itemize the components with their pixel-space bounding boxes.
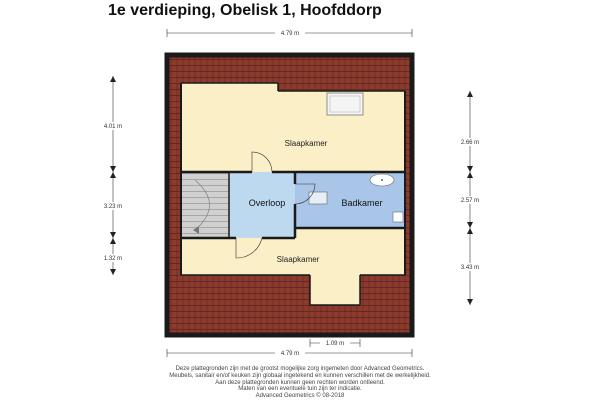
disclaimer-line: Advanced Geometrics © 08-2018 [255, 393, 345, 400]
dim-top-width: 4.79 m [280, 31, 300, 37]
landing-label: Overloop [248, 198, 286, 208]
bath-cabinet [309, 192, 327, 204]
toilet [393, 212, 403, 222]
bedroom-top-label: Slaapkamer [284, 139, 328, 148]
bedroom-top-floor [181, 83, 405, 172]
dim-right-lower: 3.43 m [460, 265, 480, 271]
dim-right-middle: 2.57 m [460, 198, 480, 204]
skylight [327, 93, 363, 115]
dim-right-upper: 2.66 m [460, 140, 480, 146]
dim-left-upper: 4.01 m [103, 124, 123, 130]
dim-bottom-width: 4.79 m [280, 351, 300, 357]
dim-left-lower: 1.32 m [103, 256, 123, 262]
bedroom-bottom-label: Slaapkamer [276, 255, 320, 264]
disclaimer [80, 366, 520, 400]
page-title: 1e verdieping, Obelisk 1, Hoofddorp [108, 2, 382, 19]
disclaimer-line: Deze plattegronden zijn met de grootst mogelijke zorg ingemeten door Advanced Geometrics. [175, 366, 425, 372]
stairs [181, 172, 229, 238]
bathroom-label: Badkamer [341, 198, 383, 208]
dim-stair-width: 1.09 m [325, 341, 345, 347]
disclaimer-line: Meubels, sanitair en/of keuken zijn globaal ingetekend en kunnen verschillen met de werkelijkheid. [169, 372, 431, 379]
disclaimer-line: Aan deze plattegronden kunnen geen rechten worden ontleend. [215, 379, 385, 386]
disclaimer-line: Maten van een eventuele tuin zijn ter indicatie. [238, 386, 362, 393]
dim-left-middle: 3.23 m [103, 204, 123, 210]
